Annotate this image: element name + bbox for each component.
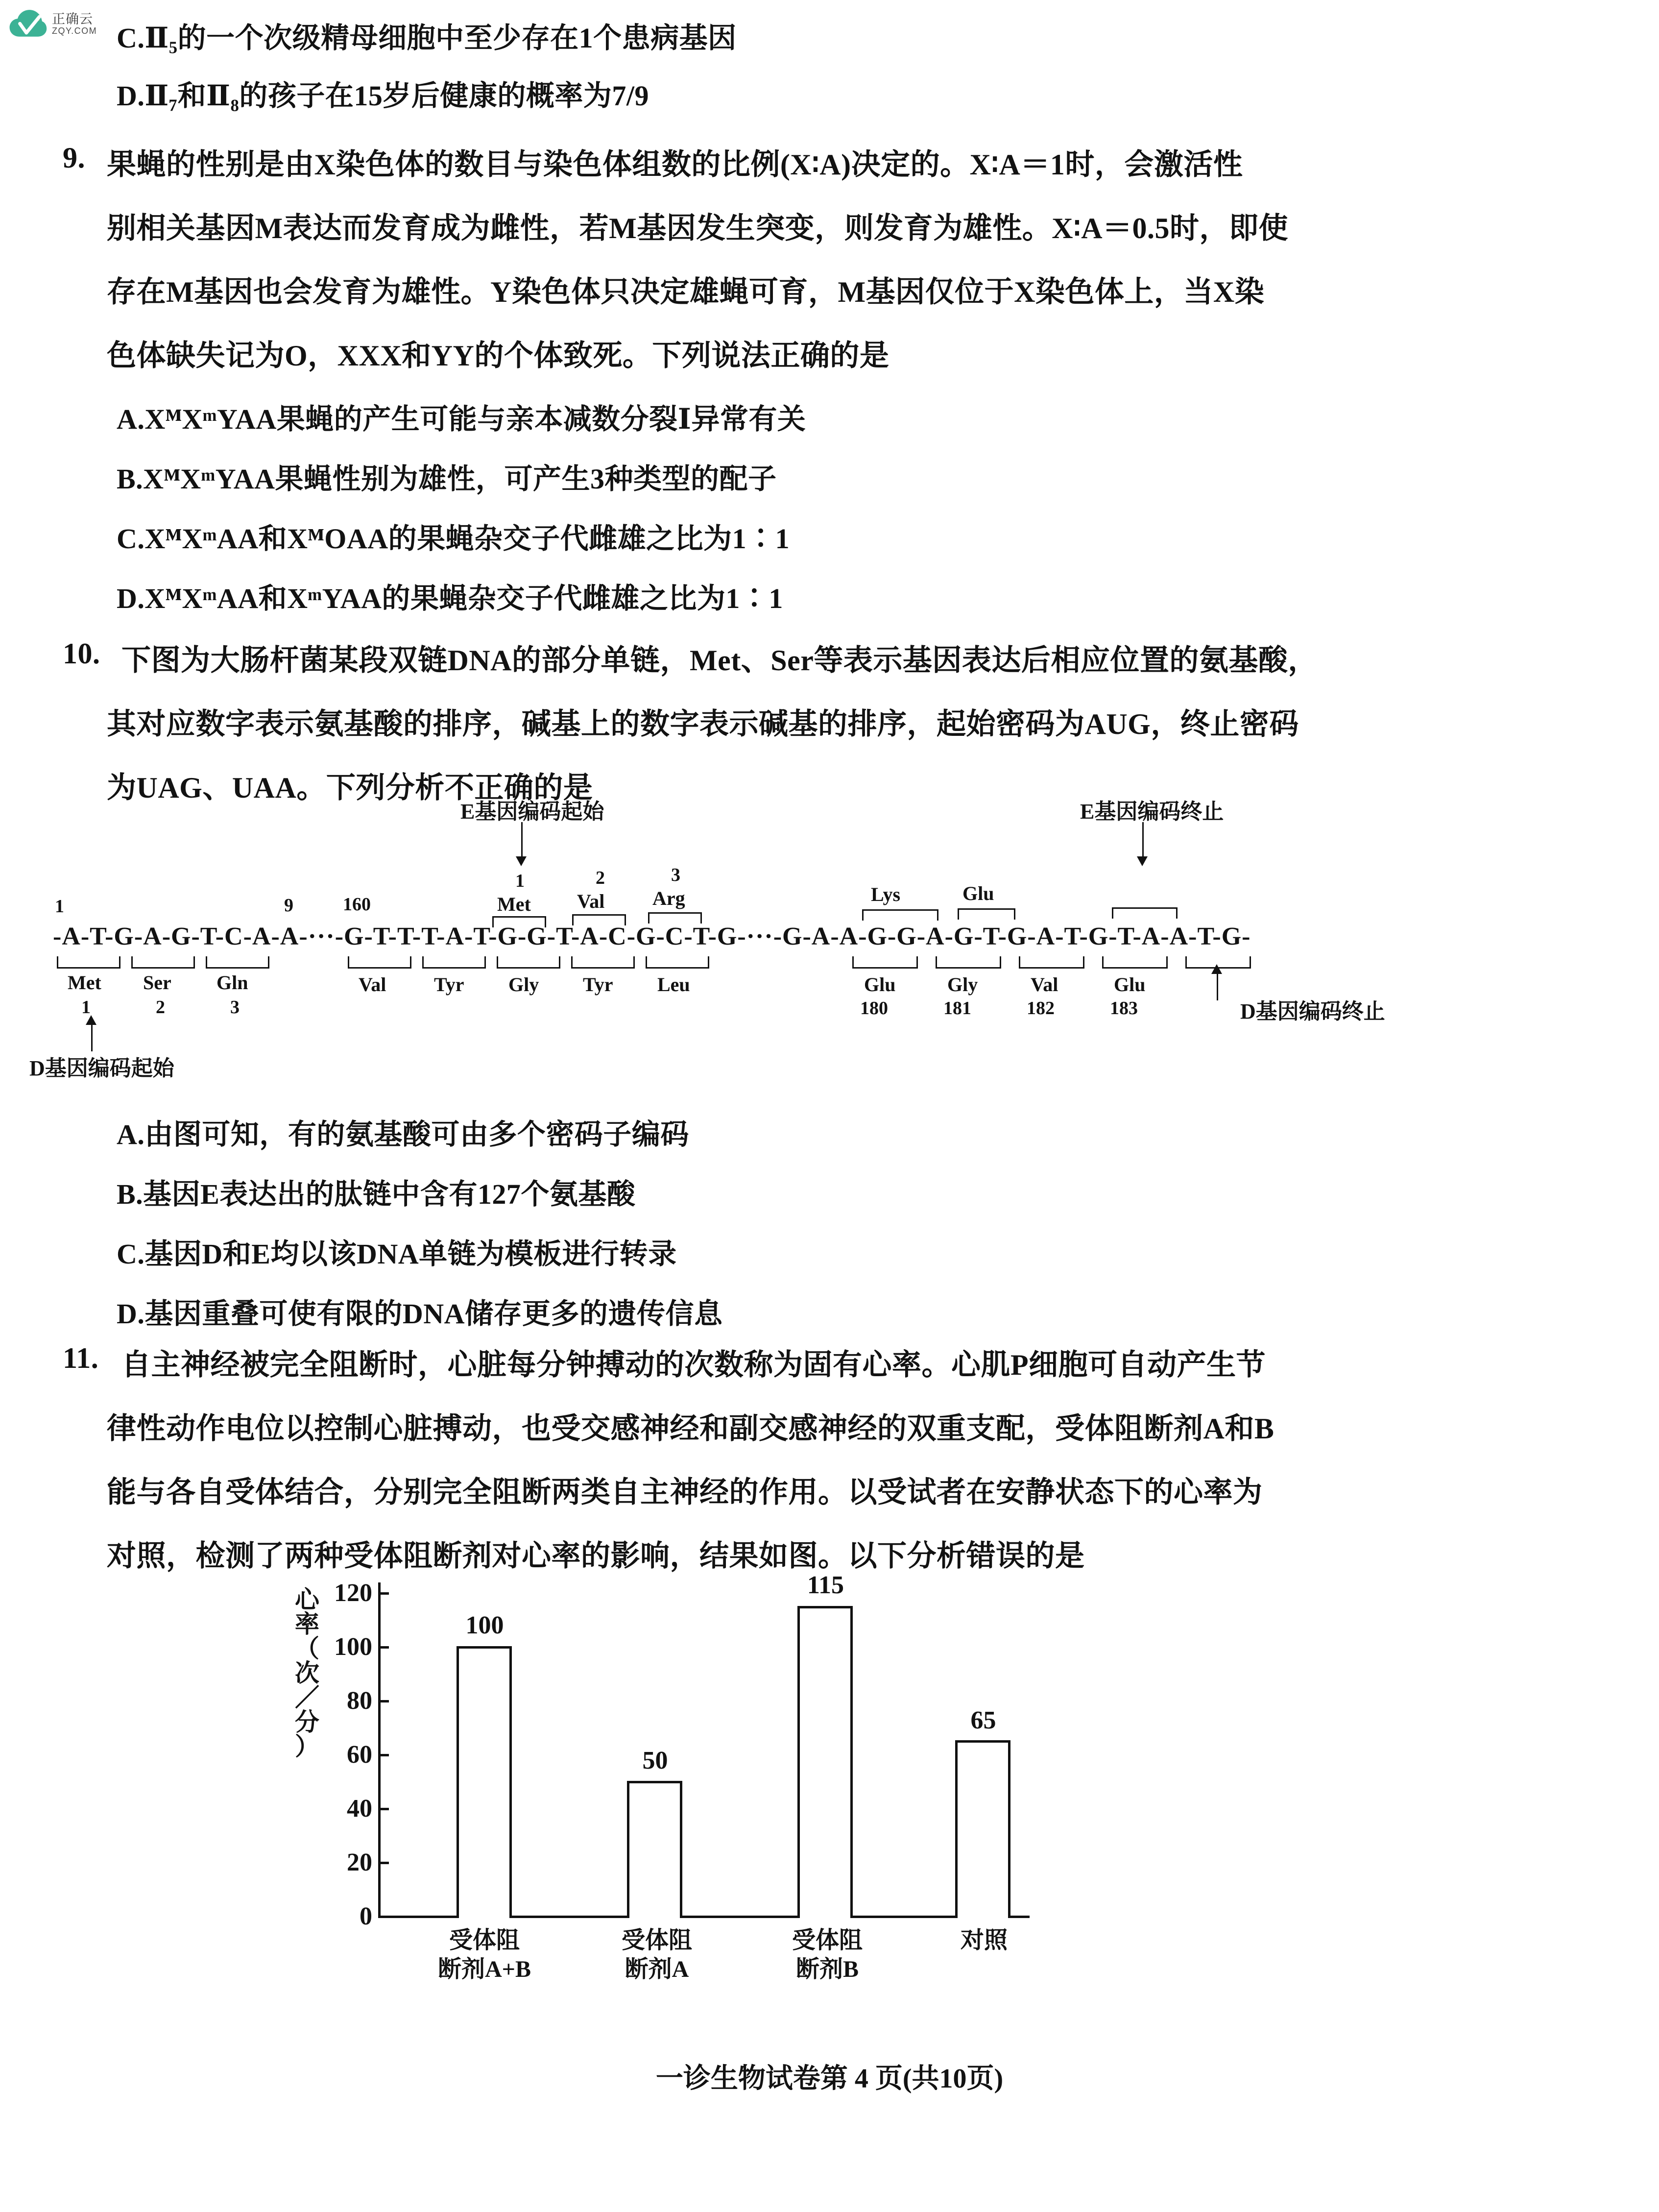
base-position-9: 9 xyxy=(284,895,293,916)
q11-number: 11. xyxy=(63,1342,99,1374)
d-aa-name-gly1: Gly xyxy=(508,973,539,996)
e-bracket-stop xyxy=(1112,907,1178,919)
d-bracket-gln xyxy=(206,956,269,969)
e-aa-number-1: 1 xyxy=(515,871,525,891)
q9-stem-line-1: 果蝇的性别是由X染色体的数目与染色体组数的比例(X∶A)决定的。X∶A＝1时，会激活性 xyxy=(107,148,1243,181)
q9-option-b: B.XᴹXᵐYAA果蝇性别为雄性，可产生3种类型的配子 xyxy=(117,463,777,495)
seq-seg-3: -G-T-T-T-A-T-G-G-T-A-C-G-C-T-G- xyxy=(335,923,746,950)
e-gene-start-arrow-shaft xyxy=(521,822,523,860)
d-aa-name-tyr2: Tyr xyxy=(583,973,613,996)
d-aa-name-val: Val xyxy=(359,973,386,996)
d-bracket-gly181 xyxy=(936,956,1001,969)
e-gene-start-arrow-head xyxy=(516,856,527,866)
chart-tick-100 xyxy=(378,1646,389,1649)
chart-tick-120 xyxy=(378,1592,389,1595)
q10-stem-line-1: 下图为大肠杆菌某段双链DNA的部分单链，Met、Ser等表示基因表达后相应位置的氨基酸， xyxy=(121,644,1318,677)
ylabel-char-4: ／ xyxy=(295,1684,319,1711)
d-aa-number-180: 180 xyxy=(860,998,888,1019)
ylabel-char-3: 次 xyxy=(295,1659,319,1687)
d-aa-name-ser: Ser xyxy=(143,972,171,994)
q9-stem-line-3: 存在M基因也会发育为雄性。Y染色体只决定雄蝇可育，M基因仅位于X染色体上，当X染 xyxy=(107,276,1265,308)
chart-ytick-label-60: 60 xyxy=(347,1741,372,1769)
e-bracket-lys xyxy=(862,909,938,921)
e-gene-stop-label: E基因编码终止 xyxy=(1080,800,1224,824)
dna-sequence-diagram xyxy=(29,799,1587,1083)
d-aa-number-182: 182 xyxy=(1027,998,1055,1019)
d-aa-name-glu180: Glu xyxy=(864,973,896,996)
d-bracket-val xyxy=(348,956,411,969)
d-bracket-glu183 xyxy=(1102,956,1168,969)
d-aa-number-1: 1 xyxy=(81,997,91,1018)
ylabel-char-0: 心 xyxy=(295,1586,319,1613)
d-bracket-tyr1 xyxy=(422,956,486,969)
chart-bar-value-3: 65 xyxy=(970,1706,996,1734)
chart-ytick-label-40: 40 xyxy=(347,1795,372,1823)
e-aa-name-glu: Glu xyxy=(962,882,994,904)
d-aa-number-2: 2 xyxy=(156,997,165,1018)
chart-bar-value-1: 50 xyxy=(642,1747,668,1774)
chart-category-2-line1: 受体阻 xyxy=(792,1927,863,1953)
chart-category-3-line1: 对照 xyxy=(960,1927,1008,1953)
e-aa-name-arg: Arg xyxy=(652,887,685,909)
d-aa-name-glu183: Glu xyxy=(1114,973,1146,996)
q11-stem-line-3: 能与各自受体结合，分别完全阻断两类自主神经的作用。以受试者在安静状态下的心率为 xyxy=(107,1476,1263,1508)
chart-tick-20 xyxy=(378,1862,389,1864)
brand-name-en: ZQY.COM xyxy=(52,25,97,36)
d-aa-number-183: 183 xyxy=(1110,998,1138,1019)
d-aa-name-val182: Val xyxy=(1031,973,1058,996)
e-aa-name-met: Met xyxy=(497,893,531,915)
q10-number: 10. xyxy=(63,637,100,670)
chart-ytick-label-80: 80 xyxy=(347,1687,372,1715)
chart-category-label-0 xyxy=(415,1926,553,1984)
d-gene-stop-label: D基因编码终止 xyxy=(1240,999,1385,1023)
e-bracket-glu xyxy=(958,908,1015,920)
seq-seg-1: -A-T-G-A-G-T-C-A-A- xyxy=(53,923,308,950)
d-bracket-leu xyxy=(646,956,709,969)
d-bracket-ser xyxy=(131,956,195,969)
d-bracket-glu180 xyxy=(852,956,918,969)
chart-category-0-line1: 受体阻 xyxy=(449,1927,520,1953)
d-gene-start-arrow-head xyxy=(86,1015,96,1025)
chart-ytick-label-120: 120 xyxy=(334,1579,372,1607)
chart-tick-80 xyxy=(378,1700,389,1702)
chart-ytick-label-100: 100 xyxy=(334,1633,372,1661)
q9-stem-line-4: 色体缺失记为O，XXX和YY的个体致死。下列说法正确的是 xyxy=(107,340,890,372)
base-position-160: 160 xyxy=(343,894,371,915)
base-position-1: 1 xyxy=(55,896,64,917)
page-footer: 一诊生物试卷第 4 页(共10页) xyxy=(655,2064,1004,2094)
d-gene-start-label: D基因编码起始 xyxy=(29,1056,174,1080)
brand-name-cn: 正确云 xyxy=(52,12,93,27)
q10-option-d: D.基因重叠可使有限的DNA储存更多的遗传信息 xyxy=(117,1298,723,1330)
q8-option-c: C.Ⅱ₅的一个次级精母细胞中至少存在1个患病基因 xyxy=(117,22,737,54)
q11-stem-line-1: 自主神经被完全阻断时，心脏每分钟搏动的次数称为固有心率。心肌P细胞可自动产生节 xyxy=(121,1349,1266,1381)
chart-category-1-line2: 断剂A xyxy=(625,1956,689,1982)
d-aa-name-tyr1: Tyr xyxy=(434,973,464,996)
e-aa-number-3: 3 xyxy=(671,865,680,885)
e-gene-stop-arrow-shaft xyxy=(1142,822,1144,860)
chart-y-axis-label xyxy=(286,1587,328,1759)
heart-rate-bar-chart xyxy=(294,1571,1127,2009)
d-bracket-tyr2 xyxy=(571,956,635,969)
chart-category-label-2 xyxy=(758,1926,896,1984)
chart-category-label-1 xyxy=(588,1926,726,1984)
d-aa-name-leu: Leu xyxy=(657,973,690,996)
chart-bar-2 xyxy=(797,1606,853,1918)
d-aa-name-met: Met xyxy=(68,972,101,994)
e-aa-name-val: Val xyxy=(577,890,605,912)
chart-tick-60 xyxy=(378,1754,389,1756)
ylabel-char-5: 分 xyxy=(295,1708,319,1736)
chart-category-0-line2: 断剂A+B xyxy=(437,1956,531,1982)
q11-stem-line-4: 对照，检测了两种受体阻断剂对心率的影响，结果如图。以下分析错误的是 xyxy=(107,1540,1085,1572)
chart-category-1-line1: 受体阻 xyxy=(621,1927,692,1953)
chart-bar-value-0: 100 xyxy=(465,1611,504,1639)
d-aa-name-gly181: Gly xyxy=(947,973,978,996)
chart-bar-1 xyxy=(627,1781,682,1918)
d-gene-stop-arrow-shaft xyxy=(1217,973,1218,1000)
seq-seg-4: ··· xyxy=(746,923,773,950)
q9-option-a: A.XᴹXᵐYAA果蝇的产生可能与亲本减数分裂Ⅰ异常有关 xyxy=(117,403,806,435)
d-bracket-met xyxy=(57,956,120,969)
ylabel-char-6: ） xyxy=(295,1733,319,1760)
q9-option-d: D.XᴹXᵐAA和XᵐYAA的果蝇杂交子代雌雄之比为1∶1 xyxy=(117,583,783,614)
dna-strand-sequence xyxy=(53,922,1251,951)
d-aa-name-gln: Gln xyxy=(216,972,248,994)
d-aa-number-3: 3 xyxy=(230,997,240,1018)
seq-seg-5: -G-A-A-G-G-A-G-T-G-A-T-G-T-A-A-T-G- xyxy=(773,923,1251,950)
chart-ytick-label-20: 20 xyxy=(347,1848,372,1876)
seq-seg-2: ··· xyxy=(308,923,335,950)
chart-tick-40 xyxy=(378,1808,389,1810)
d-gene-stop-arrow-head xyxy=(1211,964,1222,974)
e-gene-stop-arrow-head xyxy=(1137,856,1148,866)
d-bracket-val182 xyxy=(1019,956,1084,969)
chart-bar-0 xyxy=(457,1646,512,1918)
chart-ytick-label-0: 0 xyxy=(360,1902,372,1930)
d-gene-start-arrow-shaft xyxy=(91,1024,93,1051)
chart-y-axis xyxy=(378,1582,381,1916)
ylabel-char-1: 率 xyxy=(295,1610,319,1638)
d-bracket-gly1 xyxy=(497,956,560,969)
q10-option-c: C.基因D和E均以该DNA单链为模板进行转录 xyxy=(117,1238,677,1270)
q9-number: 9. xyxy=(63,142,85,174)
d-aa-number-181: 181 xyxy=(943,998,971,1019)
q11-stem-line-2: 律性动作电位以控制心脏搏动，也受交感神经和副交感神经的双重支配，受体阻断剂A和B xyxy=(107,1412,1274,1445)
q9-stem-line-2: 别相关基因M表达而发育成为雌性，若M基因发生突变，则发育为雄性。X∶A＝0.5时，即使 xyxy=(107,212,1289,244)
q10-option-a: A.由图可知，有的氨基酸可由多个密码子编码 xyxy=(117,1118,689,1150)
chart-category-label-3 xyxy=(915,1926,1053,1955)
e-aa-name-lys: Lys xyxy=(871,883,901,905)
q10-stem-line-3: 为UAG、UAA。下列分析不正确的是 xyxy=(107,772,593,804)
chart-bar-3 xyxy=(955,1740,1010,1918)
q8-option-d: D.Ⅱ₇和Ⅱ₈的孩子在15岁后健康的概率为7/9 xyxy=(117,80,649,112)
e-aa-number-2: 2 xyxy=(596,868,605,888)
q10-stem-line-2: 其对应数字表示氨基酸的排序，碱基上的数字表示碱基的排序，起始密码为AUG，终止密码 xyxy=(107,708,1299,740)
ylabel-char-2: （ xyxy=(295,1635,319,1662)
e-gene-start-label: E基因编码起始 xyxy=(460,800,604,824)
chart-category-2-line2: 断剂B xyxy=(795,1956,859,1982)
q10-option-b: B.基因E表达出的肽链中含有127个氨基酸 xyxy=(117,1178,636,1210)
chart-bar-value-2: 115 xyxy=(807,1571,844,1599)
q9-option-c: C.XᴹXᵐAA和XᴹOAA的果蝇杂交子代雌雄之比为1∶1 xyxy=(117,523,790,555)
